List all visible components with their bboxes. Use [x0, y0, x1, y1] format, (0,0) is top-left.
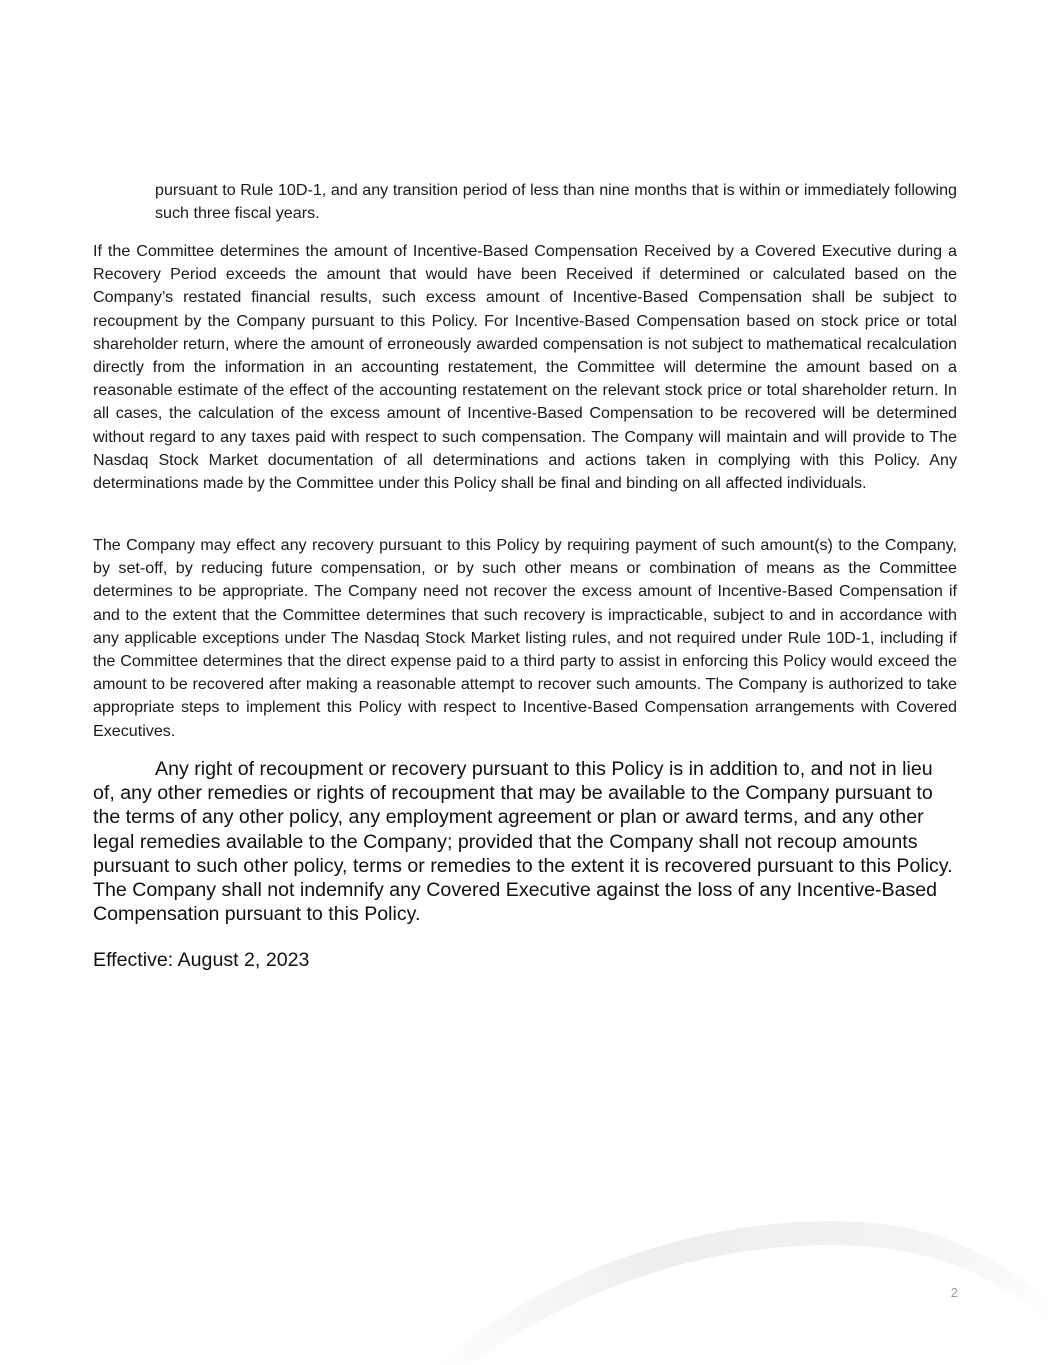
effective-date: Effective: August 2, 2023 [93, 949, 310, 971]
paragraph-excess-recoupment: If the Committee determines the amount of Incentive-Based Compensation Received by a Covered Executive during a Recovery Period exceeds the amount that would have been Received if determined or calculated based on the Company’s restated financial results, such excess amount of Incentive-Based Compensation shall be subject to recoupment by the Company pursuant to this Policy. For Incentive-Based Compensation based on stock price or total shareholder return, where the amount of erroneously awarded compensation is not subject to mathematical recalculation directly from the information in an accounting restatement, the Committee will determine the amount based on a reasonable estimate of the effect of the accounting restatement on the relevant stock price or total shareholder return. In all cases, the calculation of the excess amount of Incentive-Based Compensation to be recovered will be determined without regard to any taxes paid with respect to such compensation. The Company will maintain and will provide to The Nasdaq Stock Market documentation of all determinations and actions taken in complying with this Policy. Any determinations made by the Committee under this Policy shall be final and binding on all affected individuals. [93, 242, 957, 493]
paragraph-recovery-method: The Company may effect any recovery pursuant to this Policy by requiring payment of such amount(s) to the Company, by set-off, by reducing future compensation, or by such other means or combination of means as the Committee determines to be appropriate. The Company need not recover the excess amount of Incentive-Based Compensation if and to the extent that the Committee determines that such recovery is impracticable, subject to and in accordance with any applicable exceptions under The Nasdaq Stock Market listing rules, and not required under Rule 10D-1, including if the Committee determines that the direct expense paid to a third party to assist in enforcing this Policy would exceed the amount to be recovered after making a reasonable attempt to recover such amounts. The Company is authorized to take appropriate steps to implement this Policy with respect to Incentive-Based Compensation arrangements with Covered Executives. [93, 536, 957, 740]
paragraph-other-remedies: Any right of recoupment or recovery pursuant to this Policy is in addition to, and not in lieu of, any other remedies or rights of recoupment that may be available to the Company pursuant to the terms of any other policy, any employment agreement or plan or award terms, and any other legal remedies available to the Company; provided that the Company shall not recoup amounts pursuant to such other policy, terms or remedies to the extent it is recovered pursuant to this Policy. The Company shall not indemnify any Covered Executive against the loss of any Incentive-Based Compensation pursuant to this Policy. [93, 758, 953, 926]
page-number: 2 [950, 1285, 958, 1300]
paragraph-continuation: pursuant to Rule 10D-1, and any transition period of less than nine months that is within or immediately following such three fiscal years. [155, 181, 957, 223]
swoosh-shape [435, 1221, 1055, 1365]
